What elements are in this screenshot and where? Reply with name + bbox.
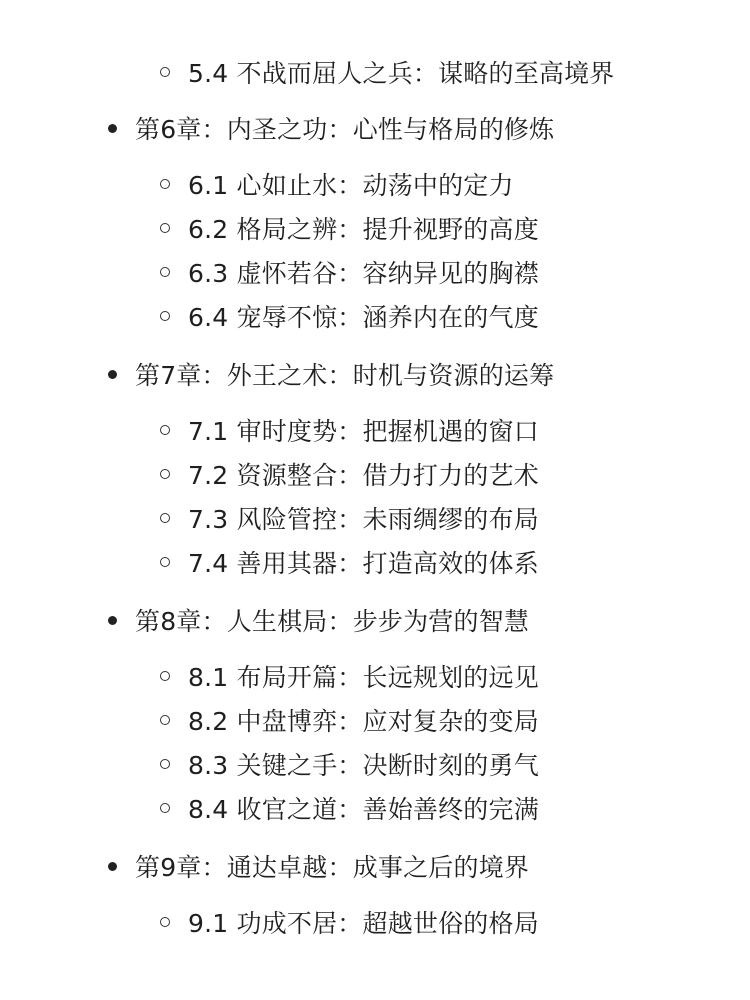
hollow-bullet-icon — [160, 311, 170, 321]
list-item-section-6-2 — [160, 208, 539, 248]
section-title: 7.1 审时度势：把握机遇的窗口 — [188, 417, 539, 446]
list-item-chapter-7 — [108, 354, 554, 394]
section-title: 7.2 资源整合：借力打力的艺术 — [188, 461, 539, 490]
list-item-section-8-4 — [160, 788, 539, 828]
chapter-title: 第8章：人生棋局：步步为营的智慧 — [135, 607, 530, 636]
list-item-section-8-1 — [160, 656, 539, 696]
chapter-title: 第7章：外王之术：时机与资源的运筹 — [135, 361, 555, 390]
list-item-section-9-1 — [160, 902, 539, 942]
hollow-bullet-icon — [160, 267, 170, 277]
chapter-title: 第6章：内圣之功：心性与格局的修炼 — [135, 115, 555, 144]
list-item-chapter-8 — [108, 600, 529, 640]
list-item-section-8-2 — [160, 700, 539, 740]
hollow-bullet-icon — [160, 803, 170, 813]
hollow-bullet-icon — [160, 917, 170, 927]
list-item-section-6-4 — [160, 296, 539, 336]
chapter-title: 第9章：通达卓越：成事之后的境界 — [135, 853, 530, 882]
section-title: 7.4 善用其器：打造高效的体系 — [188, 549, 539, 578]
hollow-bullet-icon — [160, 425, 170, 435]
list-item-section-6-3 — [160, 252, 539, 292]
list-item-section-7-4 — [160, 542, 539, 582]
list-item-section-5-4 — [160, 52, 615, 92]
list-item-section-6-1 — [160, 164, 514, 204]
hollow-bullet-icon — [160, 715, 170, 725]
list-item-section-8-3 — [160, 744, 539, 784]
filled-bullet-icon — [108, 616, 117, 625]
section-title: 8.4 收官之道：善始善终的完满 — [188, 795, 539, 824]
filled-bullet-icon — [108, 370, 117, 379]
hollow-bullet-icon — [160, 67, 170, 77]
section-title: 6.2 格局之辨：提升视野的高度 — [188, 215, 539, 244]
hollow-bullet-icon — [160, 513, 170, 523]
hollow-bullet-icon — [160, 179, 170, 189]
hollow-bullet-icon — [160, 671, 170, 681]
hollow-bullet-icon — [160, 557, 170, 567]
list-item-section-7-2 — [160, 454, 539, 494]
section-title: 6.1 心如止水：动荡中的定力 — [188, 171, 514, 200]
filled-bullet-icon — [108, 862, 117, 871]
section-title: 5.4 不战而屈人之兵：谋略的至高境界 — [188, 59, 615, 88]
hollow-bullet-icon — [160, 469, 170, 479]
section-title: 8.2 中盘博弈：应对复杂的变局 — [188, 707, 539, 736]
hollow-bullet-icon — [160, 759, 170, 769]
section-title: 9.1 功成不居：超越世俗的格局 — [188, 909, 539, 938]
section-title: 7.3 风险管控：未雨绸缪的布局 — [188, 505, 539, 534]
list-item-chapter-6 — [108, 108, 554, 148]
section-title: 6.4 宠辱不惊：涵养内在的气度 — [188, 303, 539, 332]
list-item-section-7-3 — [160, 498, 539, 538]
section-title: 6.3 虚怀若谷：容纳异见的胸襟 — [188, 259, 539, 288]
section-title: 8.1 布局开篇：长远规划的远见 — [188, 663, 539, 692]
list-item-chapter-9 — [108, 846, 529, 886]
list-item-section-7-1 — [160, 410, 539, 450]
hollow-bullet-icon — [160, 223, 170, 233]
filled-bullet-icon — [108, 124, 117, 133]
section-title: 8.3 关键之手：决断时刻的勇气 — [188, 751, 539, 780]
